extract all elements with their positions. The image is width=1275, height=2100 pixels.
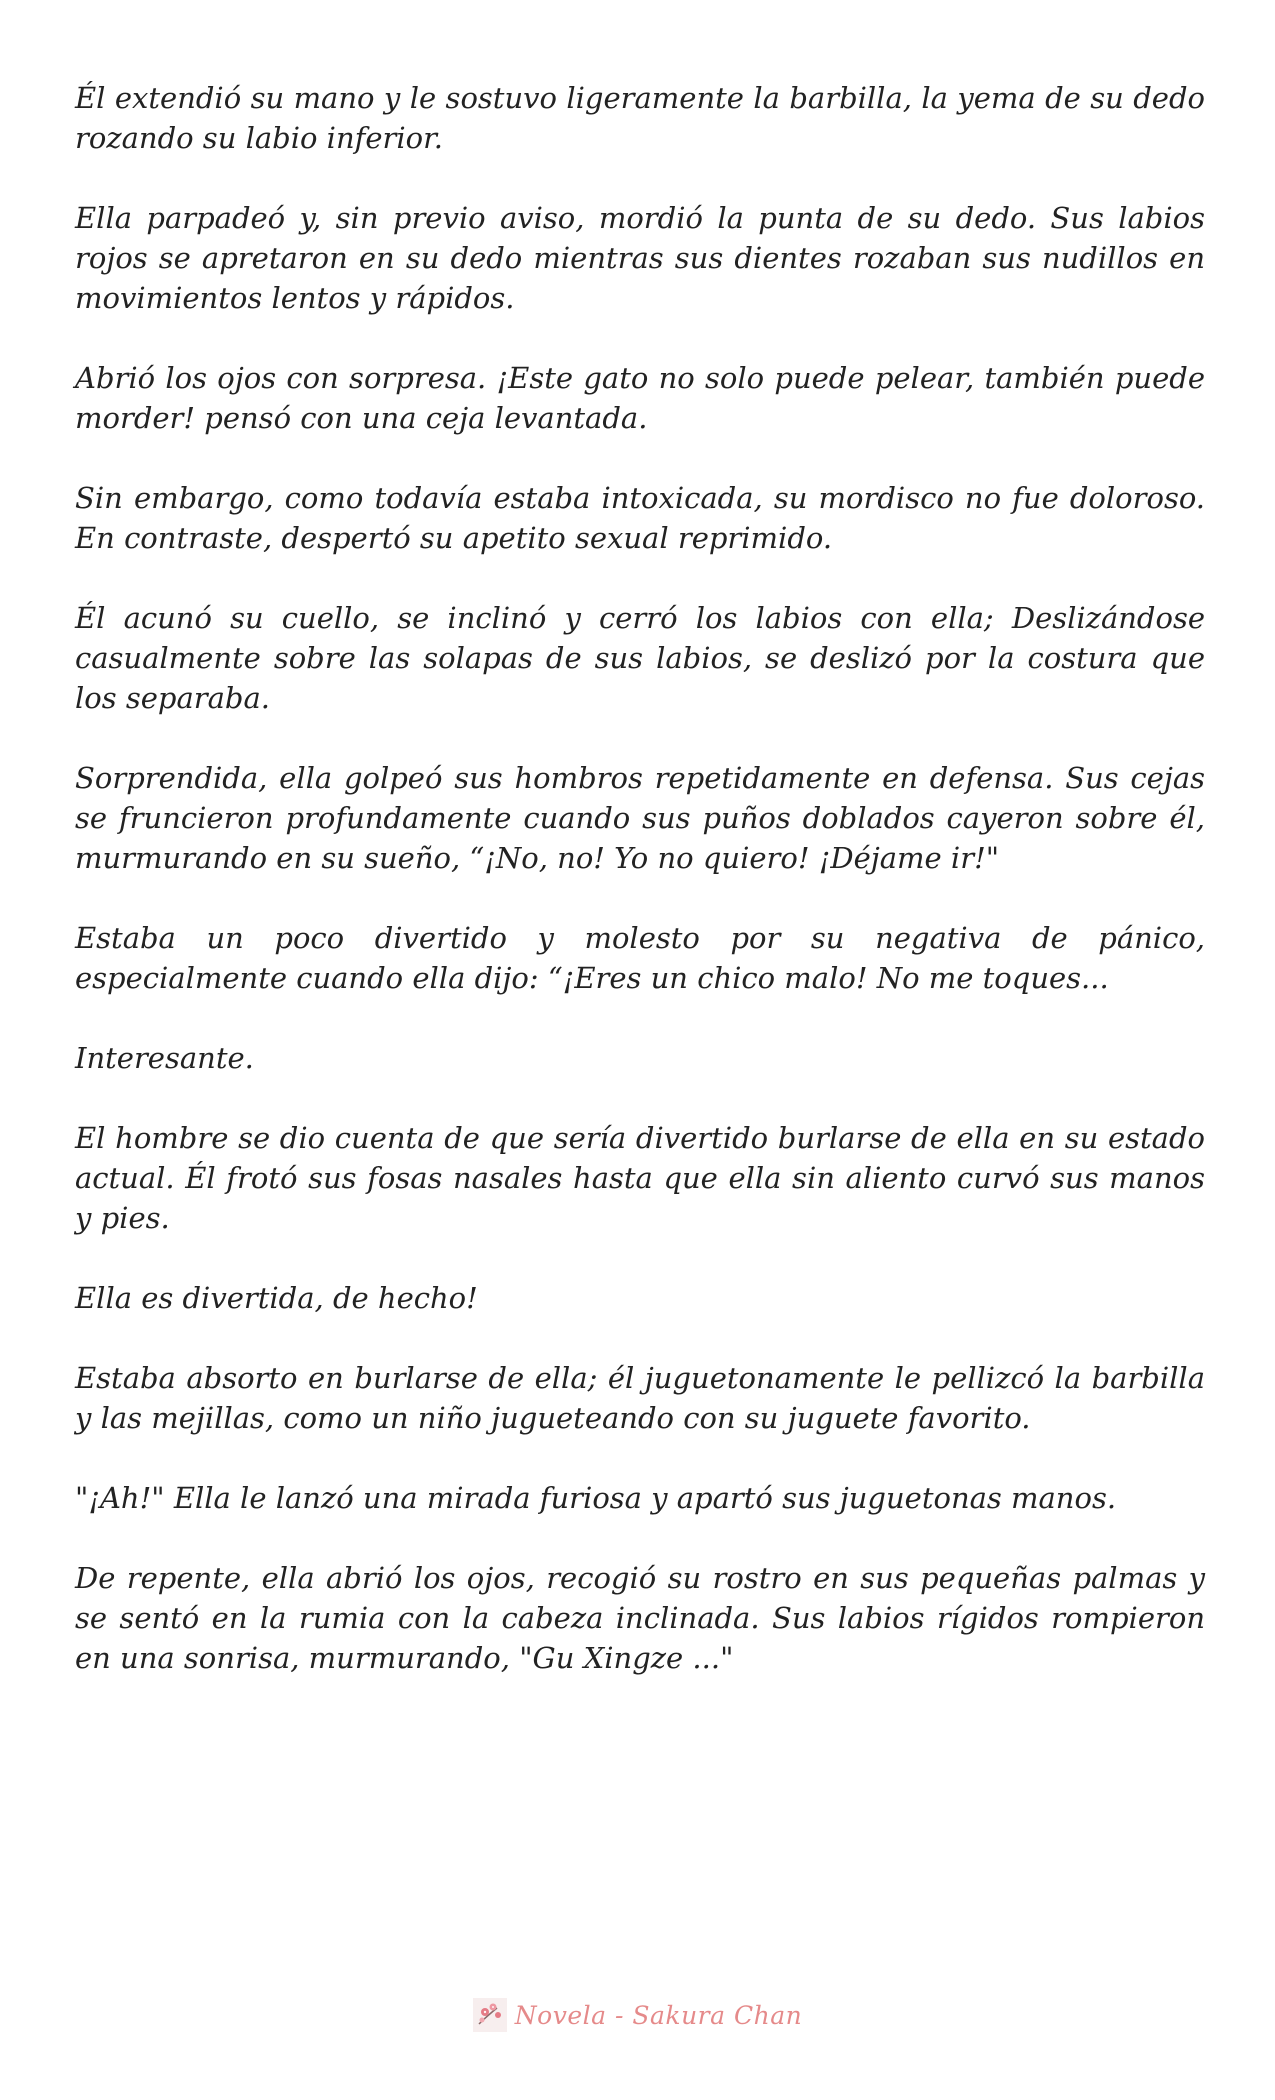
paragraph: "¡Ah!" Ella le lanzó una mirada furiosa y apartó sus juguetonas manos. — [75, 1481, 1117, 1515]
footer-watermark — [0, 1995, 1275, 2035]
paragraph: Ella parpadeó y, sin previo aviso, mordió la punta de su dedo. Sus labios rojos se apretaron en su dedo mientras sus dientes rozaban sus nudillos en movimientos lentos y rápidos. — [75, 201, 1205, 315]
paragraph: Estaba un poco divertido y molesto por su negativa de pánico, especialmente cuando ella dijo: “¡Eres un chico malo! No me toques... — [75, 921, 1205, 995]
paragraph: De repente, ella abrió los ojos, recogió su rostro en sus pequeñas palmas y se sentó en la rumia con la cabeza inclinada. Sus labios rígidos rompieron en una sonrisa, murmurando, "Gu Xingze ..." — [75, 1561, 1205, 1675]
footer-credit-text: Novela - Sakura Chan — [514, 2000, 803, 2030]
document-body — [75, 78, 1205, 1718]
sakura-flower-icon — [473, 1998, 507, 2032]
paragraph: Él extendió su mano y le sostuvo ligeramente la barbilla, la yema de su dedo rozando su labio inferior. — [75, 81, 1205, 155]
paragraph: Él acunó su cuello, se inclinó y cerró los labios con ella; Deslizándose casualmente sobre las solapas de sus labios, se deslizó por la costura que los separaba. — [75, 601, 1205, 715]
paragraph: Estaba absorto en burlarse de ella; él juguetonamente le pellizcó la barbilla y las mejillas, como un niño jugueteando con su juguete favorito. — [75, 1361, 1205, 1435]
paragraph: El hombre se dio cuenta de que sería divertido burlarse de ella en su estado actual. Él frotó sus fosas nasales hasta que ella sin aliento curvó sus manos y pies. — [75, 1121, 1205, 1235]
paragraph: Interesante. — [75, 1041, 254, 1075]
paragraph: Abrió los ojos con sorpresa. ¡Este gato no solo puede pelear, también puede morder! pensó con una ceja levantada. — [75, 361, 1205, 435]
paragraph: Sorprendida, ella golpeó sus hombros repetidamente en defensa. Sus cejas se fruncieron profundamente cuando sus puños doblados cayeron sobre él, murmurando en su sueño, “¡No, no! Yo no quiero! ¡Déjame ir!" — [75, 761, 1205, 875]
paragraph: Ella es divertida, de hecho! — [75, 1281, 478, 1315]
paragraph: Sin embargo, como todavía estaba intoxicada, su mordisco no fue doloroso. En contraste, despertó su apetito sexual reprimido. — [75, 481, 1205, 555]
